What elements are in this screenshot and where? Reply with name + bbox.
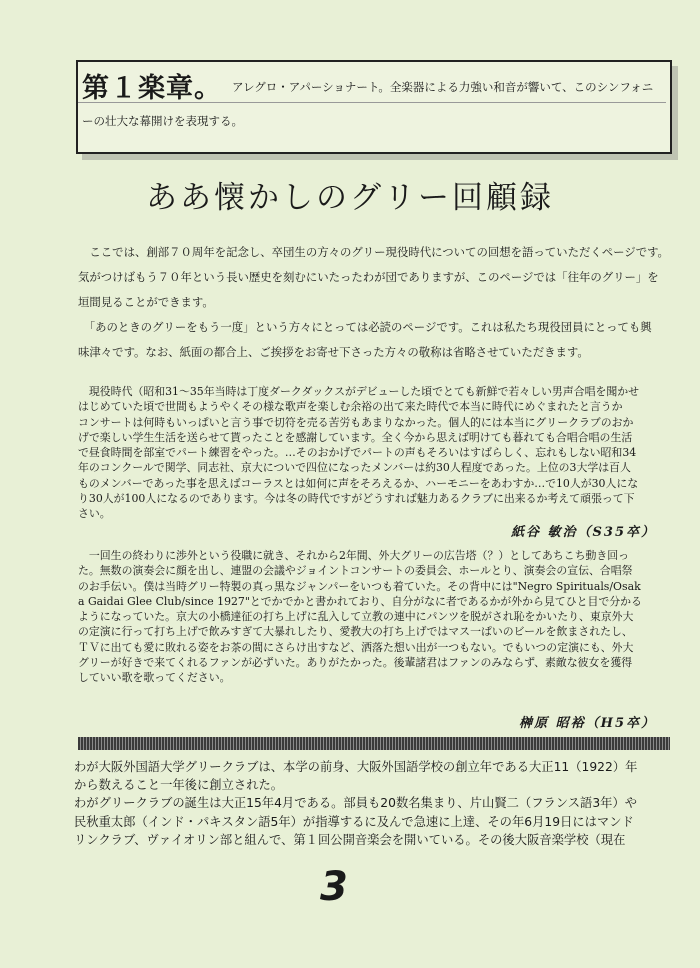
memoir-2-author: 榊原 昭裕（H5卒） [519,716,656,731]
memoir-line: で昼食時間を部室でパート練習をやった。…そのおかげでパートの声もそろいはすばらしく、忘れもしない昭和34 [78,446,637,460]
intro-line: 垣間見ることができます。 [78,295,214,309]
memoir-line: げで楽しい学生生活を送らせて貰ったことを感謝しています。全く今から思えば明けても暮れても合唱合唱の生活 [78,430,633,444]
page-number: 3 [320,864,348,910]
memoir-1 [78,384,666,522]
club-history [74,758,674,849]
memoir-line: ものメンバーであった事を思えばコーラスとは如何に声をそろえるか、ハーモニーをあわすか…で10人が30人にな [78,476,639,490]
movement-description-line2: ーの壮大な幕開けを表現する。 [82,114,243,128]
section-divider-bar [78,737,670,750]
history-line: から数えること一年後に創立された。 [74,778,284,793]
memoir-line: 年のコンクールで関学、同志社、京大についで四位になったメンバーは約30人程度であった。上位の3大学は百人 [78,461,631,475]
memoir-line: ＴＶに出ても愛に敗れる姿をお茶の間にさらけ出すなど、洒落た想い出が一つもない。でもいつの定演にも、外大 [78,640,634,654]
intro-line: 「あのときのグリーをもう一度」という方々にとっては必読のページです。これは私たち現役団員にとっても興 [78,320,652,334]
intro-line: 味津々です。なお、紙面の都合上、ご挨拶をお寄せ下さった方々の敬称は省略させていただきます。 [78,345,589,359]
memoir-line: グリーが好きで来てくれるファンが必ずいた。ありがたかった。後輩諸君はファンのみならず、素敵な彼女を獲得 [78,656,633,670]
memoir-line: ようになっていた。京大の小橋達征の打ち上げに乱入して立教の連中にパンツを脱がされ恥をかいたり、東京外大 [78,610,634,624]
intro-line: 気がつけばもう７０年という長い歴史を刻むにいたったわが団でありますが、このページでは「往年のグリー」を [78,270,659,284]
memoir-1-author: 紙谷 敏治（S35卒） [510,525,656,540]
memoir-line: はじめていた頃で世間もようやくその様な歌声を楽しむ余裕の出て来た時代で本当に時代にめぐまれたと言うか [78,400,623,414]
history-line: 民秋重太郎（インド・パキスタン語5年）が指導するに及んで急速に上達、その年6月19日にはマンド [74,814,634,829]
intro-paragraph [78,240,672,365]
memoir-line: のお手伝い。僕は当時グリー特製の真っ黒なジャンパーをいつも着ていた。その背中には"Negro Spirituals/Osak [78,579,641,593]
memoir-line: た。無数の演奏会に顔を出し、連盟の会議やジョイントコンサートの委員会、ホールとり、演奏会の宣伝、合唱祭 [78,564,633,578]
movement-description-line1: アレグロ・アパーショナート。全楽器による力強い和音が響いて、このシンフォニ [232,80,654,94]
memoir-line: 一回生の終わりに渉外という役職に就き、それから2年間、外大グリーの広告塔（？）としてあちこち動き回っ [78,549,630,562]
memoir-line: a Gaidai Glee Club/since 1927"とでかでかと書かれており、自分がなに者であるかが外から見てひと目で分かる [78,594,642,608]
memoir-line: り30人が100人になるのであります。今は冬の時代ですがどうすれば魅力あるクラブに出来るか考えて頑張って下 [78,492,635,506]
history-line: わがグリークラブの誕生は大正15年4月である。部員も20数名集まり、片山賢二（フランス語3年）や [74,796,638,811]
memoir-line: さい。 [78,507,111,521]
history-line: リンクラブ、ヴァイオリン部と組んで、第１回公開音楽会を開いている。その後大阪音楽学校（現在 [74,832,626,847]
memoir-line: していい歌を歌ってください。 [78,671,231,685]
page-title: ああ懐かしのグリー回顧録 [146,180,554,216]
memoir-line: コンサートは何時もいっぱいと言う事で切符を売る苦労もあまりなかった。個人的には本当にグリークラブのおか [78,415,634,429]
memoir-line: 現役時代（昭和31～35年当時は丁度ダークダックスがデビューした頃でとても新鮮で若々しい男声合唱を聞かせ [78,385,640,398]
intro-line: ここでは、創部７０周年を記念し、卒団生の方々のグリー現役時代についての回想を語っていただくページです。 [78,245,669,259]
memoir-line: の定演に行って打ち上げで飲みすぎて大暴れしたり、愛教大の打ち上げではマス一ぱいのビールを飲まされたし、 [78,625,633,639]
history-line: わが大阪外国語大学グリークラブは、本学の前身、大阪外国語学校の創立年である大正11（1922）年 [74,760,638,774]
memoir-2 [78,548,666,686]
movement-title: 第１楽章。 [82,73,222,104]
